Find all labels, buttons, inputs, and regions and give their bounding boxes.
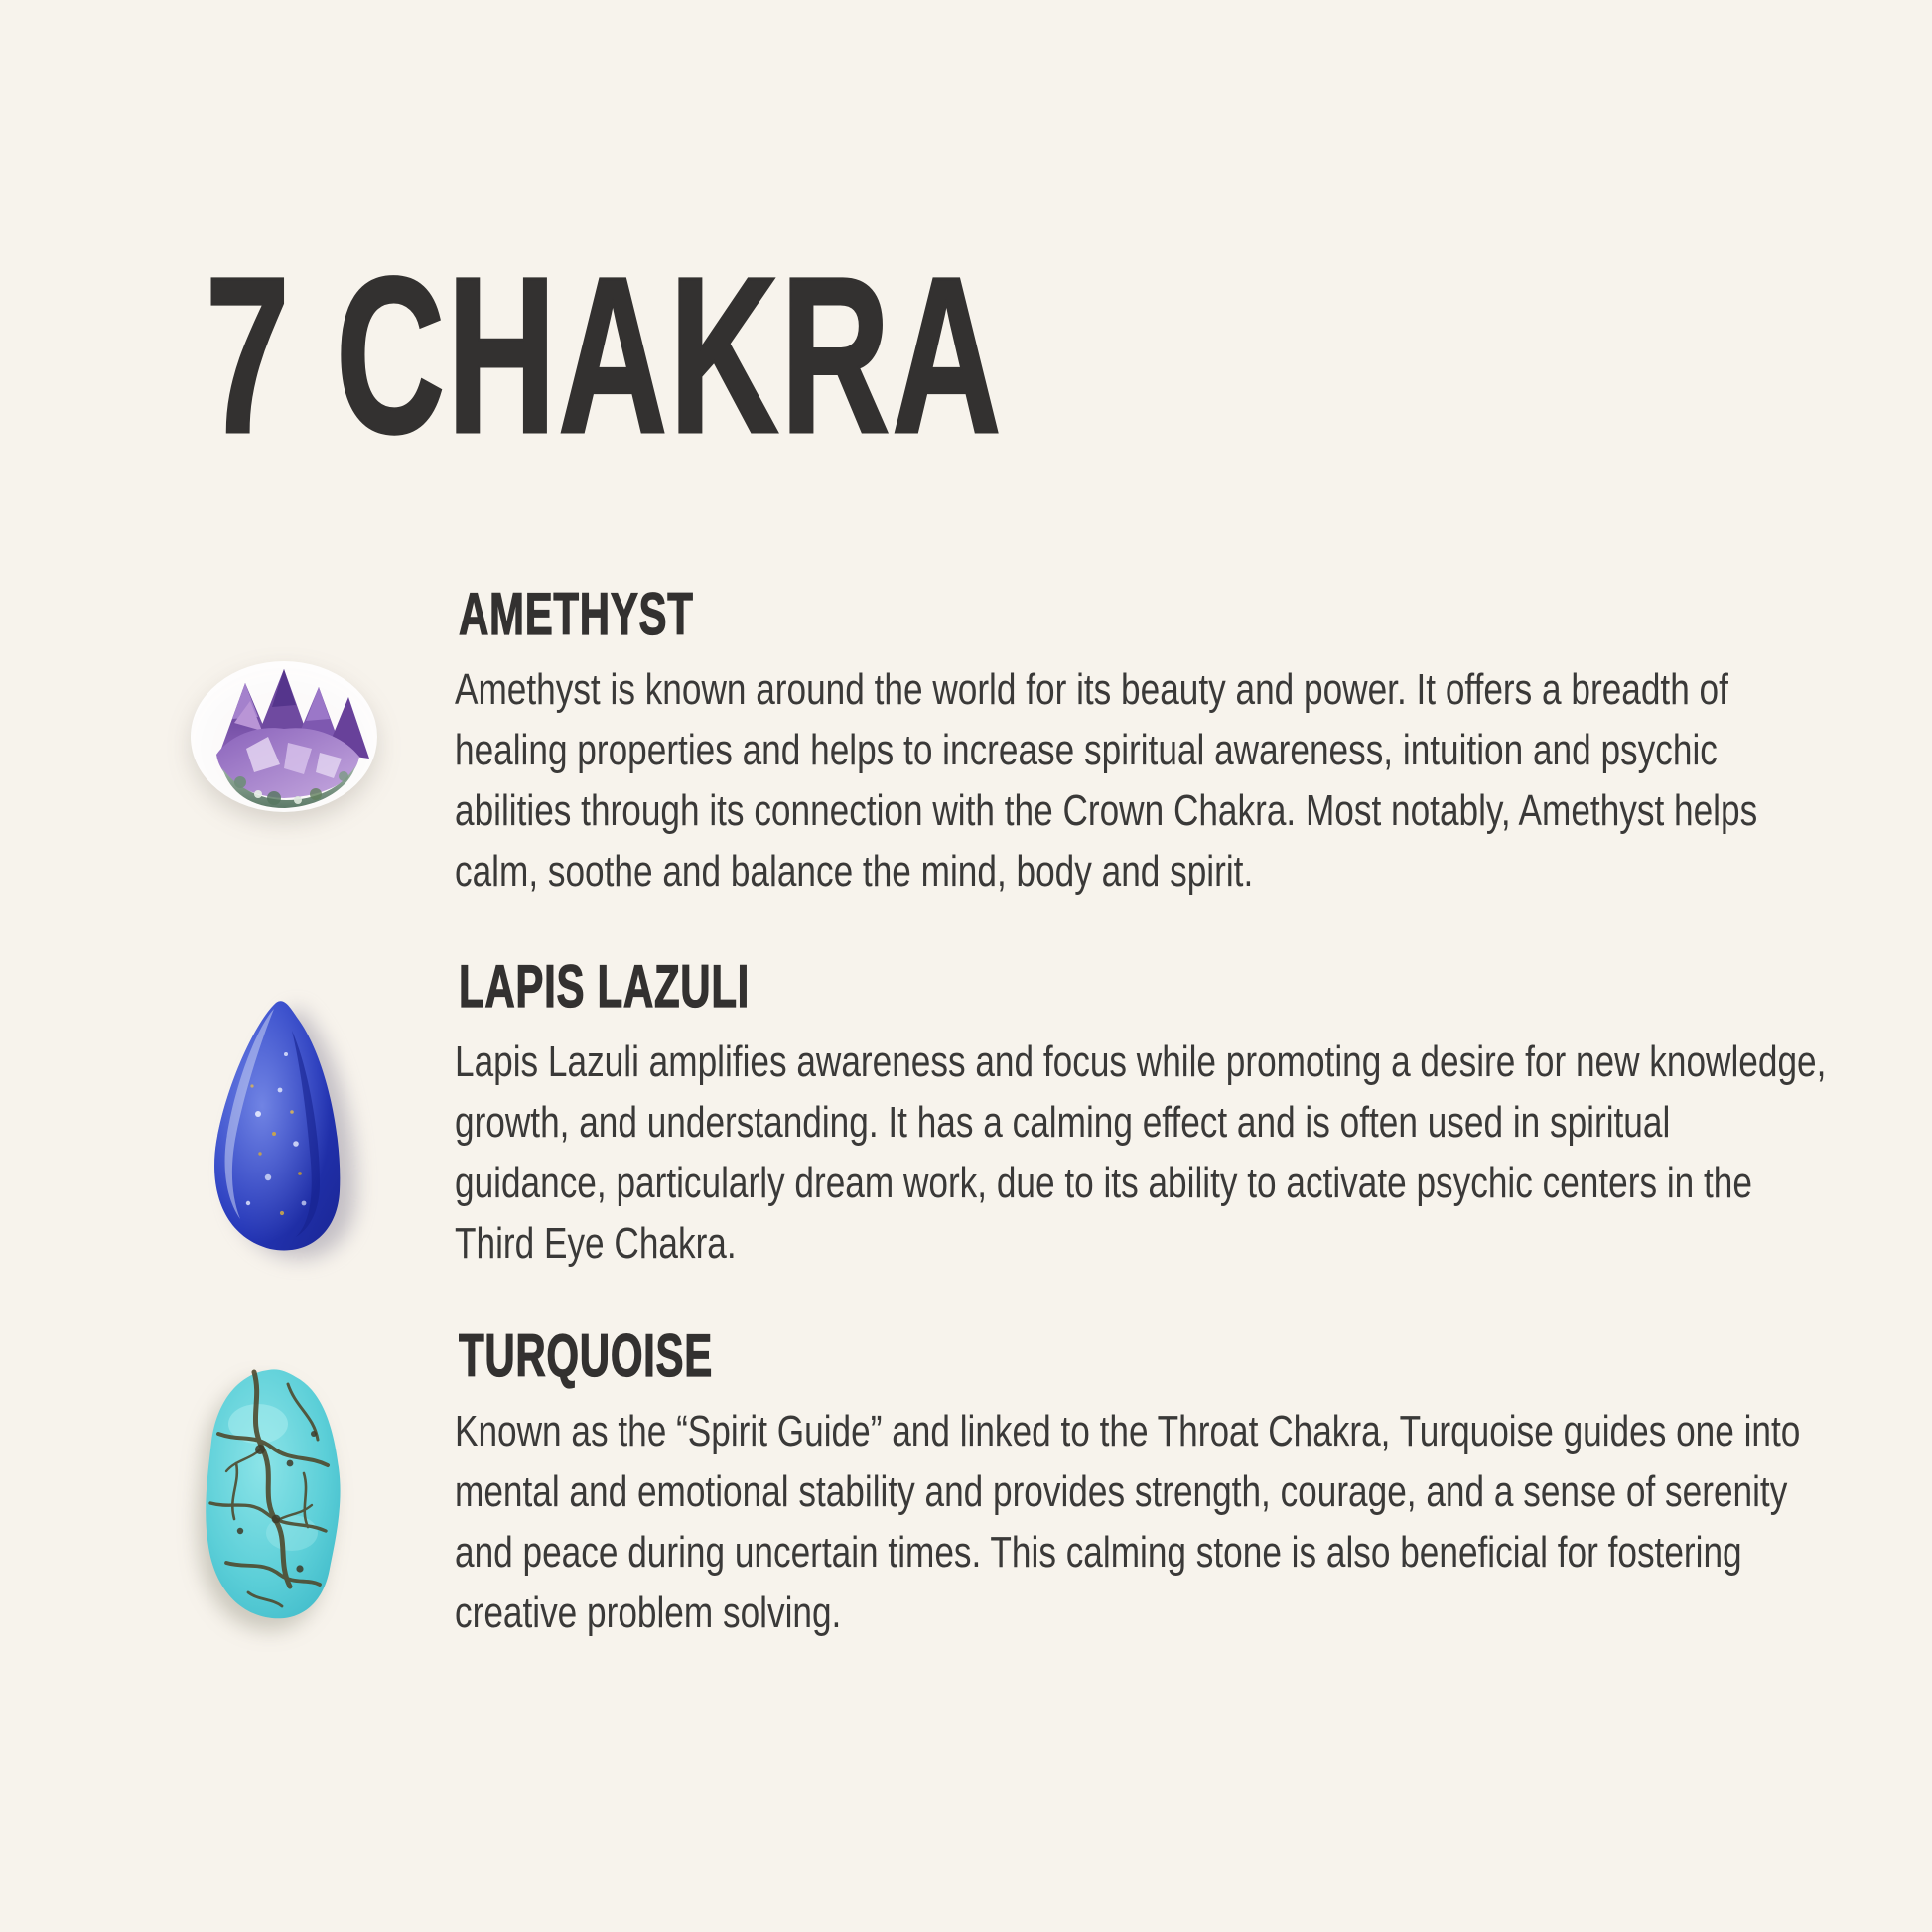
lapis-lazuli-stone-image [197,995,353,1261]
section-lapis-lazuli [455,953,1904,1274]
turquoise-description: Known as the “Spirit Guide” and linked to the Throat Chakra, Turquoise guides one into mental and emotional stability and provides strength, courage, and a sense of serenity and peace during uncertain times. This calming stone is also beneficial for fostering creative problem solving. [455,1407,1801,1637]
amethyst-heading: AMETHYST [459,581,694,647]
section-amethyst [455,581,1904,901]
turquoise-heading: TURQUOISE [459,1322,713,1389]
lapis-lazuli-heading: LAPIS LAZULI [459,953,751,1020]
page-title: 7 CHAKRA [206,231,1004,480]
lapis-lazuli-description: Lapis Lazuli amplifies awareness and focus while promoting a desire for new knowledge, growth, and understanding. It has a calming effect and is often used in spiritual guidance, particularly dream work, due to its ability to activate psychic centers in the Third Eye Chakra. [455,1037,1827,1268]
amethyst-stone-image [189,653,379,814]
amethyst-description: Amethyst is known around the world for its beauty and power. It offers a breadth of healing properties and helps to increase spiritual awareness, intuition and psychic abilities through its connection with the Crown Chakra. Most notably, Amethyst helps calm, soothe and balance the mind, body and spirit. [455,665,1758,896]
section-turquoise [455,1322,1904,1643]
turquoise-stone-image [197,1364,349,1624]
